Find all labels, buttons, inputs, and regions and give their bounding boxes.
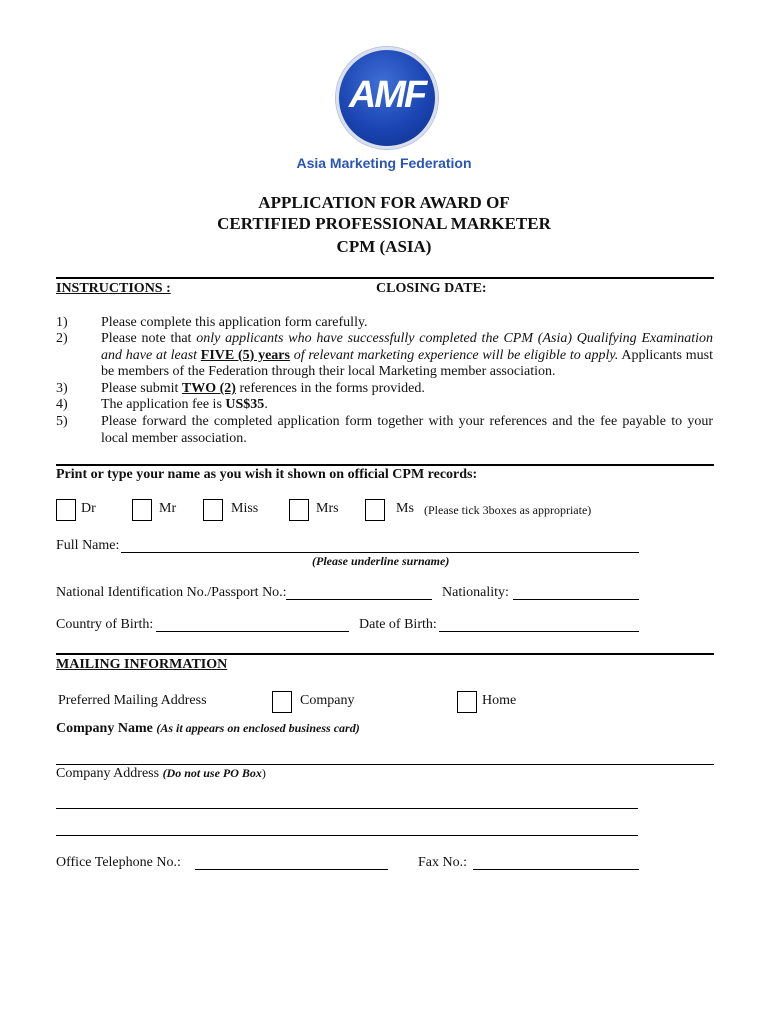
nationality-field[interactable] <box>513 599 639 600</box>
instruction-item: Please submit TWO (2) references in the forms provided. <box>101 381 425 396</box>
office-telephone-field[interactable] <box>195 869 388 870</box>
nationality-label: Nationality: <box>442 585 509 600</box>
title-label-miss: Miss <box>231 501 259 516</box>
date-of-birth-field[interactable] <box>439 631 639 632</box>
title-checkbox-mr[interactable] <box>132 499 152 521</box>
id-passport-label: National Identification No./Passport No.: <box>56 585 287 600</box>
date-of-birth-label: Date of Birth: <box>359 617 437 632</box>
title-label-mr: Mr <box>159 501 177 516</box>
title-label-ms: Ms <box>396 501 414 516</box>
divider <box>56 464 714 466</box>
item-number: 4) <box>56 397 68 412</box>
full-name-field[interactable] <box>121 552 639 553</box>
mailing-checkbox-company[interactable] <box>272 691 292 713</box>
mailing-option-home: Home <box>482 693 517 708</box>
company-address-row: Company Address (Do not use PO Box) <box>56 766 266 781</box>
company-name-field[interactable] <box>56 764 714 765</box>
item-number: 3) <box>56 381 68 396</box>
name-section-heading: Print or type your name as you wish it shown on official CPM records: <box>56 467 478 482</box>
id-passport-field[interactable] <box>286 599 432 600</box>
country-of-birth-field[interactable] <box>156 631 349 632</box>
item-number: 2) <box>56 331 68 346</box>
country-of-birth-label: Country of Birth: <box>56 617 154 632</box>
full-name-note: (Please underline surname) <box>312 554 450 568</box>
instruction-item: Please forward the completed application form together with your references and the fee payable to your local member association. <box>101 414 713 446</box>
closing-date-label: CLOSING DATE: <box>376 281 487 296</box>
form-title-line2: CERTIFIED PROFESSIONAL MARKETER <box>217 214 551 233</box>
full-name-label: Full Name: <box>56 538 120 553</box>
item-number: 1) <box>56 315 68 330</box>
fax-label: Fax No.: <box>418 855 467 870</box>
title-checkbox-mrs[interactable] <box>289 499 309 521</box>
title-checkbox-ms[interactable] <box>365 499 385 521</box>
fax-field[interactable] <box>473 869 639 870</box>
instruction-item: Please complete this application form carefully. <box>101 315 368 330</box>
mailing-heading: MAILING INFORMATION <box>56 657 228 672</box>
company-name-row: Company Name (As it appears on enclosed business card) <box>56 721 360 736</box>
title-checkbox-dr[interactable] <box>56 499 76 521</box>
instructions-heading: INSTRUCTIONS : <box>56 281 171 296</box>
mailing-option-company: Company <box>300 693 355 708</box>
title-label-dr: Dr <box>81 501 96 516</box>
divider <box>56 653 714 655</box>
office-telephone-label: Office Telephone No.: <box>56 855 181 870</box>
tick-note: (Please tick 3boxes as appropriate) <box>424 503 592 517</box>
instruction-item: Please note that only applicants who have successfully completed the CPM (Asia) Qualifying Examination and have at least FIVE (5) years of relevant marketing experience will be eligible to apply. Applicants must be members of the Federation through their local Marketing member association. <box>101 331 713 379</box>
mailing-checkbox-home[interactable] <box>457 691 477 713</box>
title-checkbox-miss[interactable] <box>203 499 223 521</box>
company-address-field-2[interactable] <box>56 835 638 836</box>
logo-org-name: Asia Marketing Federation <box>296 155 472 171</box>
logo-brand-text: AMF <box>348 74 426 116</box>
form-title-line1: APPLICATION FOR AWARD OF <box>258 193 510 212</box>
divider <box>56 277 714 279</box>
title-label-mrs: Mrs <box>316 501 339 516</box>
form-title-line3: CPM (ASIA) <box>336 237 432 256</box>
preferred-mailing-label: Preferred Mailing Address <box>58 693 207 708</box>
company-address-field-1[interactable] <box>56 808 638 809</box>
instruction-item: The application fee is US$35. <box>101 397 268 412</box>
item-number: 5) <box>56 414 68 429</box>
